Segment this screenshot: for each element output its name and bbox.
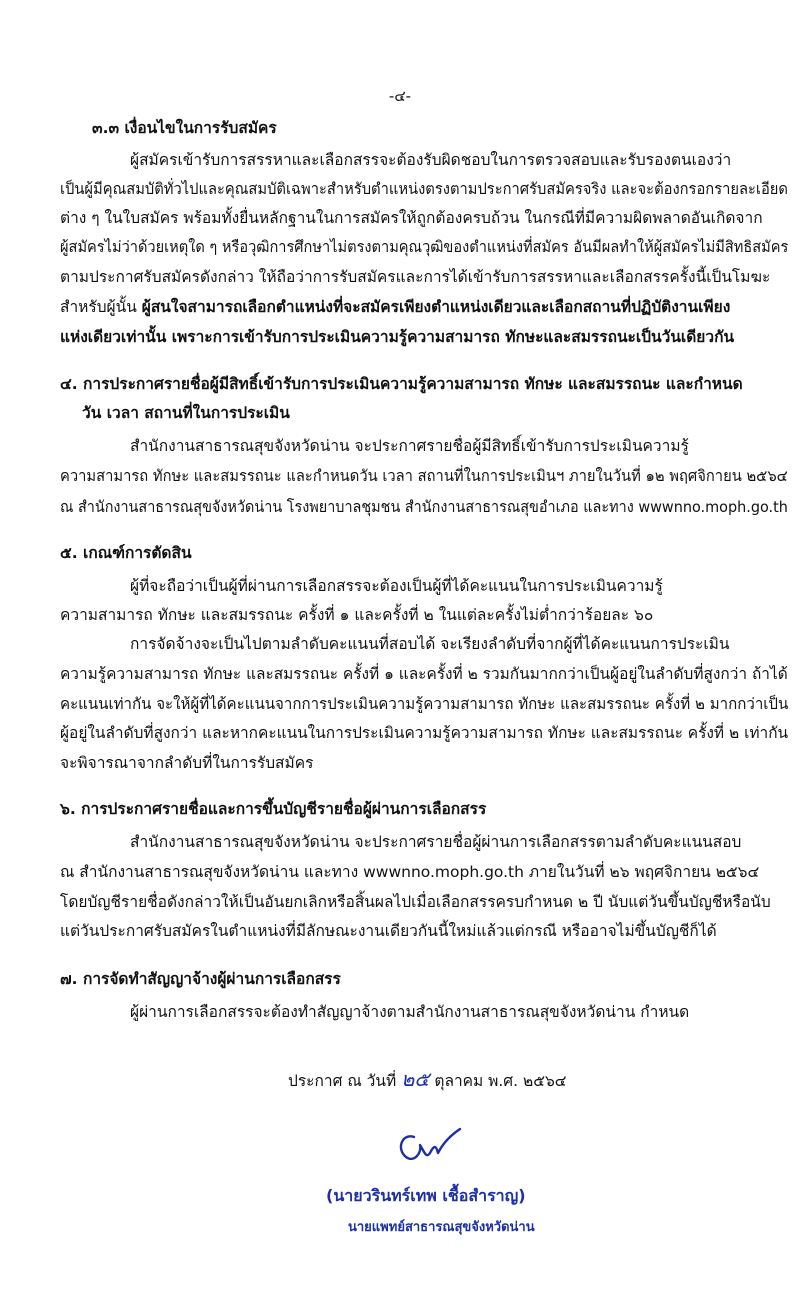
section-3-3-line-5: ตามประกาศรับสมัครดังกล่าว ให้ถือว่าการรับสมัครและการได้เข้ารับการสรรหาและเลือกสรรครั้งนี้เป็นโมฆะ <box>60 268 771 286</box>
section-5-line-4: ความรู้ความสามารถ ทักษะ และสมรรถนะ ครั้งที่ ๑ และครั้งที่ ๒ รวมกันมากกว่าเป็นผู้อยู่ในลำดับที่สูงกว่า ถ้าได้ <box>60 665 788 683</box>
section-3-3-line-7: แห่งเดียวเท่านั้น เพราะการเข้ารับการประเมินความรู้ความสามารถ ทักษะและสมรรถนะเป็นวันเดียวกัน <box>60 328 735 346</box>
section-3-3-line-3: ต่าง ๆ ในใบสมัคร พร้อมทั้งยื่นหลักฐานในการสมัครให้ถูกต้องครบถ้วน ในกรณีที่มีความผิดพลาดอันเกิดจาก <box>60 209 763 227</box>
signatory-name: (นายวรินทร์เทพ เชื้อสำราญ) <box>326 1186 526 1205</box>
handwritten-signature <box>390 1115 480 1175</box>
section-6-line-4: แต่วันประกาศรับสมัครในตำแหน่งที่มีลักษณะงานเดียวกันนี้ใหม่แล้วแต่กรณี หรืออาจไม่ขึ้นบัญชีก็ได้ <box>60 922 717 940</box>
handwritten-day: ๒๕ <box>401 1067 430 1091</box>
section-4-heading-1: ๔. การประกาศรายชื่อผู้มีสิทธิ์เข้ารับการประเมินความรู้ความสามารถ ทักษะ และสมรรถนะ และกำหนด <box>60 375 743 393</box>
section-5-heading: ๕. เกณฑ์การตัดสิน <box>60 544 192 562</box>
section-3-3-line-1: ผู้สมัครเข้ารับการสรรหาและเลือกสรรจะต้องรับผิดชอบในการตรวจสอบและรับรองตนเองว่า <box>130 151 732 169</box>
section-4-line-2: ความสามารถ ทักษะ และสมรรถนะ และกำหนดวัน เวลา สถานที่ในการประเมินฯ ภายในวันที่ ๑๒ พฤศจิกายน ๒๕๖๔ <box>60 467 788 485</box>
section-5-line-3: การจัดจ้างจะเป็นไปตามลำดับคะแนนที่สอบได้ จะเรียงลำดับที่จากผู้ที่ได้คะแนนการประเมิน <box>130 635 730 653</box>
section-6-line-3: โดยบัญชีรายชื่อดังกล่าวให้เป็นอันยกเลิกหรือสิ้นผลไปเมื่อเลือกสรรครบกำหนด ๒ ปี นับแต่วันขึ้นบัญชีหรือนับ <box>60 893 771 911</box>
section-3-3-line-6 <box>60 297 730 317</box>
section-5-line-6: ผู้อยู่ในลำดับที่สูงกว่า และหากคะแนนในการประเมินความรู้ความสามารถ ทักษะ และสมรรถนะ ครั้งที่ ๒ เท่ากัน <box>60 724 789 742</box>
section-7-line-1: ผู้ผ่านการเลือกสรรจะต้องทำสัญญาจ้างตามสำนักงานสาธารณสุขจังหวัดน่าน กำหนด <box>130 1003 690 1021</box>
section-5-line-7: จะพิจารณาจากลำดับที่ในการรับสมัคร <box>60 754 314 772</box>
section-4-line-3: ณ สำนักงานสาธารณสุขจังหวัดน่าน โรงพยาบาลชุมชน สำนักงานสาธารณสุขอำเภอ และทาง wwwnno.moph.go.th <box>60 498 788 516</box>
signatory-title: นายแพทย์สาธารณสุขจังหวัดน่าน <box>348 1220 535 1235</box>
section-4-line-1: สำนักงานสาธารณสุขจังหวัดน่าน จะประกาศรายชื่อผู้มีสิทธิ์เข้ารับการประเมินความรู้ <box>130 437 689 455</box>
section-5-line-1: ผู้ที่จะถือว่าเป็นผู้ที่ผ่านการเลือกสรรจะต้องเป็นผู้ที่ได้คะแนนในการประเมินความรู้ <box>130 577 663 595</box>
section-3-3-line-6-bold: ผู้สนใจสามารถเลือกตำแหน่งที่จะสมัครเพียงตำแหน่งเดียวและเลือกสถานที่ปฏิบัติงานเพียง <box>141 298 731 316</box>
section-6-line-1: สำนักงานสาธารณสุขจังหวัดน่าน จะประกาศรายชื่อผู้ผ่านการเลือกสรรตามลำดับคะแนนสอบ <box>130 833 742 851</box>
section-3-3-line-4: ผู้สมัครไม่ว่าด้วยเหตุใด ๆ หรือวุฒิการศึกษาไม่ตรงตามคุณวุฒิของตำแหน่งที่สมัคร อันมีผลทำให้ผู้สมัครไม่มีสิทธิสมัคร <box>60 238 789 256</box>
announcement-suffix: ตุลาคม พ.ศ. ๒๕๖๔ <box>434 1072 567 1090</box>
section-3-3-line-6-normal: สำหรับผู้นั้น <box>60 298 142 316</box>
section-7-heading: ๗. การจัดทำสัญญาจ้างผู้ผ่านการเลือกสรร <box>60 970 341 988</box>
section-5-line-2: ความสามารถ ทักษะ และสมรรถนะ ครั้งที่ ๑ และครั้งที่ ๒ ในแต่ละครั้งไม่ต่ำกว่าร้อยละ ๖๐ <box>60 606 654 624</box>
section-6-line-2: ณ สำนักงานสาธารณสุขจังหวัดน่าน และทาง wwwnno.moph.go.th ภายในวันที่ ๒๖ พฤศจิกายน ๒๕๖๔ <box>60 863 760 881</box>
section-4-heading-2: วัน เวลา สถานที่ในการประเมิน <box>82 404 290 422</box>
section-3-3-line-2: เป็นผู้มีคุณสมบัติทั่วไปและคุณสมบัติเฉพาะสำหรับตำแหน่งตรงตามประกาศรับสมัครจริง และจะต้องกรอกรายละเอียด <box>60 180 788 198</box>
page-number: -๔- <box>388 87 412 105</box>
announcement-prefix: ประกาศ ณ วันที่ <box>288 1072 397 1090</box>
announcement-date <box>288 1069 567 1091</box>
section-6-heading: ๖. การประกาศรายชื่อและการขึ้นบัญชีรายชื่อผู้ผ่านการเลือกสรร <box>60 800 487 818</box>
section-5-line-5: คะแนนเท่ากัน จะให้ผู้ที่ได้คะแนนจากการประเมินความรู้ความสามารถ ทักษะ และสมรรถนะ ครั้งที่ ๒ มากกว่าเป็น <box>60 695 789 713</box>
section-3-3-heading: ๓.๓ เงื่อนไขในการรับสมัคร <box>92 119 277 137</box>
